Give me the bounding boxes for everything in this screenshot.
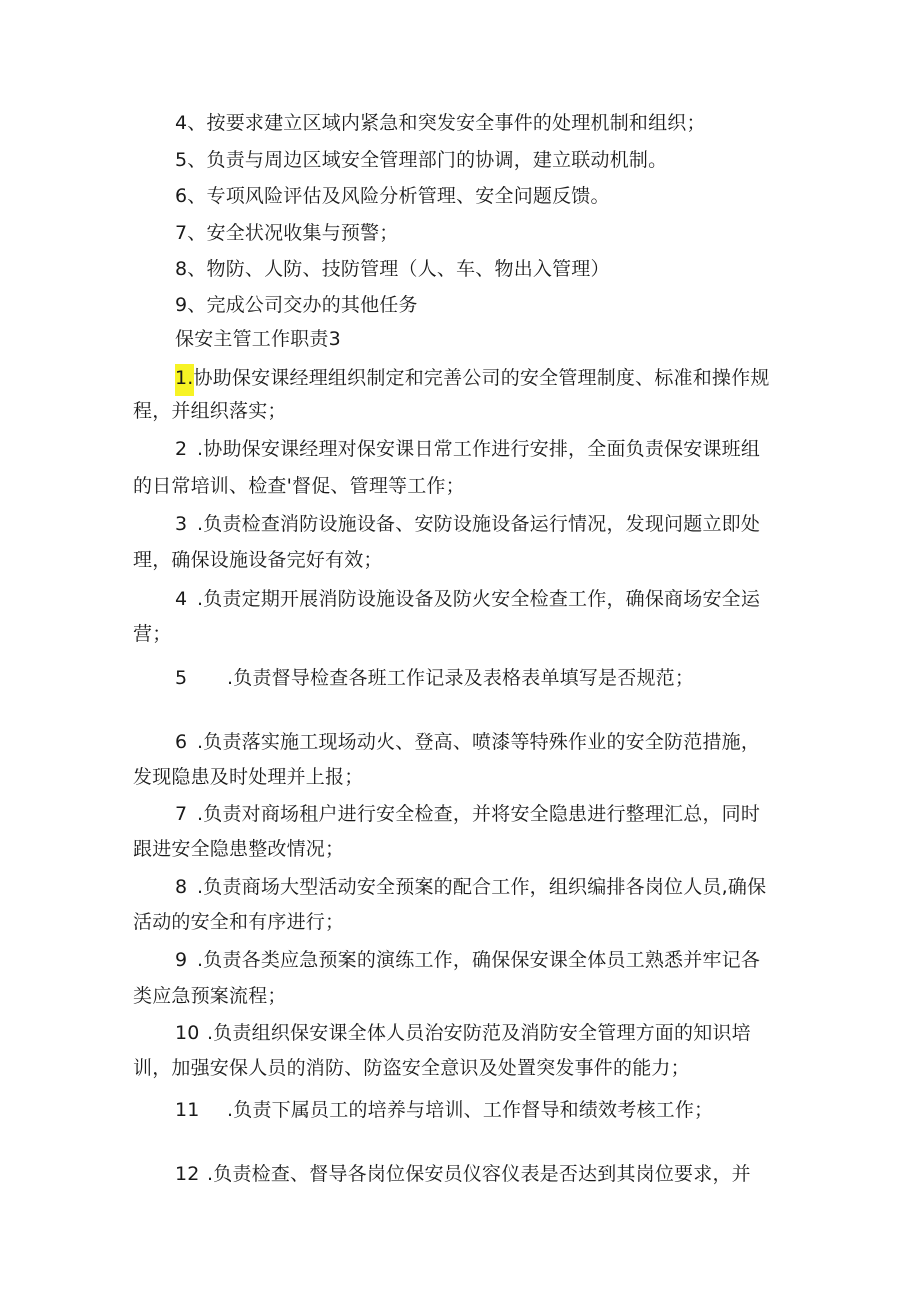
duty-item-line — [175, 512, 760, 536]
duty-item-continuation: 的日常培训、检查'督促、管理等工作； — [133, 475, 465, 497]
duty-item-text: .协助保安课经理对保安课日常工作进行安排，全面负责保安课班组 — [197, 438, 761, 460]
duty-item-number: 12 — [175, 1163, 200, 1185]
duty-item-continuation: 理，确保设施设备完好有效； — [133, 549, 383, 571]
duty-item-text: .负责下属员工的培养与培训、工作督导和绩效考核工作； — [227, 1099, 714, 1121]
duty-item-line — [175, 1021, 751, 1045]
duty-item-line — [175, 875, 766, 899]
duty-item-text: 协助保安课经理组织制定和完善公司的安全管理制度、标准和操作规 — [193, 367, 770, 389]
duty-item-continuation: 程，并组织落实； — [133, 400, 287, 422]
list-item-number: 6、 — [175, 185, 207, 207]
list-item-number: 9、 — [175, 294, 207, 316]
duty-item-number: 9 — [175, 949, 188, 971]
list-item-text: 物防、人防、技防管理（人、车、物出入管理） — [206, 258, 610, 280]
duty-item-continuation: 营； — [133, 623, 172, 645]
list-item — [175, 221, 399, 245]
duty-item-line — [175, 666, 694, 690]
duty-item-line — [175, 948, 760, 972]
duty-item-text: .负责检查消防设施设备、安防设施设备运行情况，发现问题立即处 — [197, 513, 761, 535]
duty-item-line — [175, 802, 760, 826]
duty-item-text: .负责各类应急预案的演练工作，确保保安课全体员工熟悉并牢记各 — [197, 949, 761, 971]
list-item — [175, 293, 418, 317]
section-title: 保安主管工作职责3 — [175, 328, 341, 350]
list-item-number: 4、 — [175, 112, 207, 134]
list-item — [175, 184, 610, 208]
list-item — [175, 111, 706, 135]
list-item-text: 负责与周边区域安全管理部门的协调，建立联动机制。 — [206, 149, 668, 171]
duty-item-line — [175, 730, 760, 754]
duty-item-number: 3 — [175, 513, 188, 535]
duty-item-text: .负责对商场租户进行安全检查，并将安全隐患进行整理汇总，同时 — [197, 803, 761, 825]
list-item — [175, 148, 667, 172]
duty-item-line — [175, 437, 760, 461]
duty-item-continuation: 活动的安全和有序进行； — [133, 911, 345, 933]
duty-item-text: .负责落实施工现场动火、登高、喷漆等特殊作业的安全防范措施， — [197, 731, 761, 753]
duty-item-number: 7 — [175, 803, 188, 825]
duty-item-continuation: 发现隐患及时处理并上报； — [133, 766, 364, 788]
duty-item-number: 5 — [175, 667, 188, 689]
duty-item-line — [175, 1098, 713, 1122]
list-item-text: 专项风险评估及风险分析管理、安全问题反馈。 — [206, 185, 610, 207]
list-item-text: 安全状况收集与预警； — [206, 222, 399, 244]
duty-item-number: 6 — [175, 731, 188, 753]
duty-item-text: .负责督导检查各班工作记录及表格表单填写是否规范； — [227, 667, 695, 689]
duty-item-number: 2 — [175, 438, 188, 460]
list-item-number: 5、 — [175, 149, 207, 171]
duty-item-text: .负责检查、督导各岗位保安员仪容仪表是否达到其岗位要求，并 — [207, 1163, 751, 1185]
list-item-number: 7、 — [175, 222, 207, 244]
duty-item-text: .负责商场大型活动安全预案的配合工作，组织编排各岗位人员,确保 — [197, 876, 767, 898]
duty-item-continuation: 训，加强安保人员的消防、防盗安全意识及处置突发事件的能力； — [133, 1057, 690, 1079]
duty-item-number: 8 — [175, 876, 188, 898]
duty-item-line — [175, 587, 760, 611]
duty-item-text: .负责组织保安课全体人员治安防范及消防安全管理方面的知识培 — [207, 1022, 751, 1044]
duty-item-number-highlighted: 1. — [175, 364, 194, 396]
duty-item-text: .负责定期开展消防设施设备及防火安全检查工作，确保商场安全运 — [197, 588, 761, 610]
duty-item-line — [175, 364, 770, 396]
duty-item-continuation: 跟进安全隐患整改情况； — [133, 838, 345, 860]
duty-item-number: 4 — [175, 588, 188, 610]
duty-item-number: 10 — [175, 1022, 200, 1044]
duty-item-continuation: 类应急预案流程； — [133, 985, 287, 1007]
list-item-number: 8、 — [175, 258, 207, 280]
list-item — [175, 257, 610, 281]
list-item-text: 按要求建立区域内紧急和突发安全事件的处理机制和组织； — [206, 112, 706, 134]
list-item-text: 完成公司交办的其他任务 — [206, 294, 418, 316]
duty-item-line — [175, 1162, 751, 1186]
duty-item-number: 11 — [175, 1099, 200, 1121]
